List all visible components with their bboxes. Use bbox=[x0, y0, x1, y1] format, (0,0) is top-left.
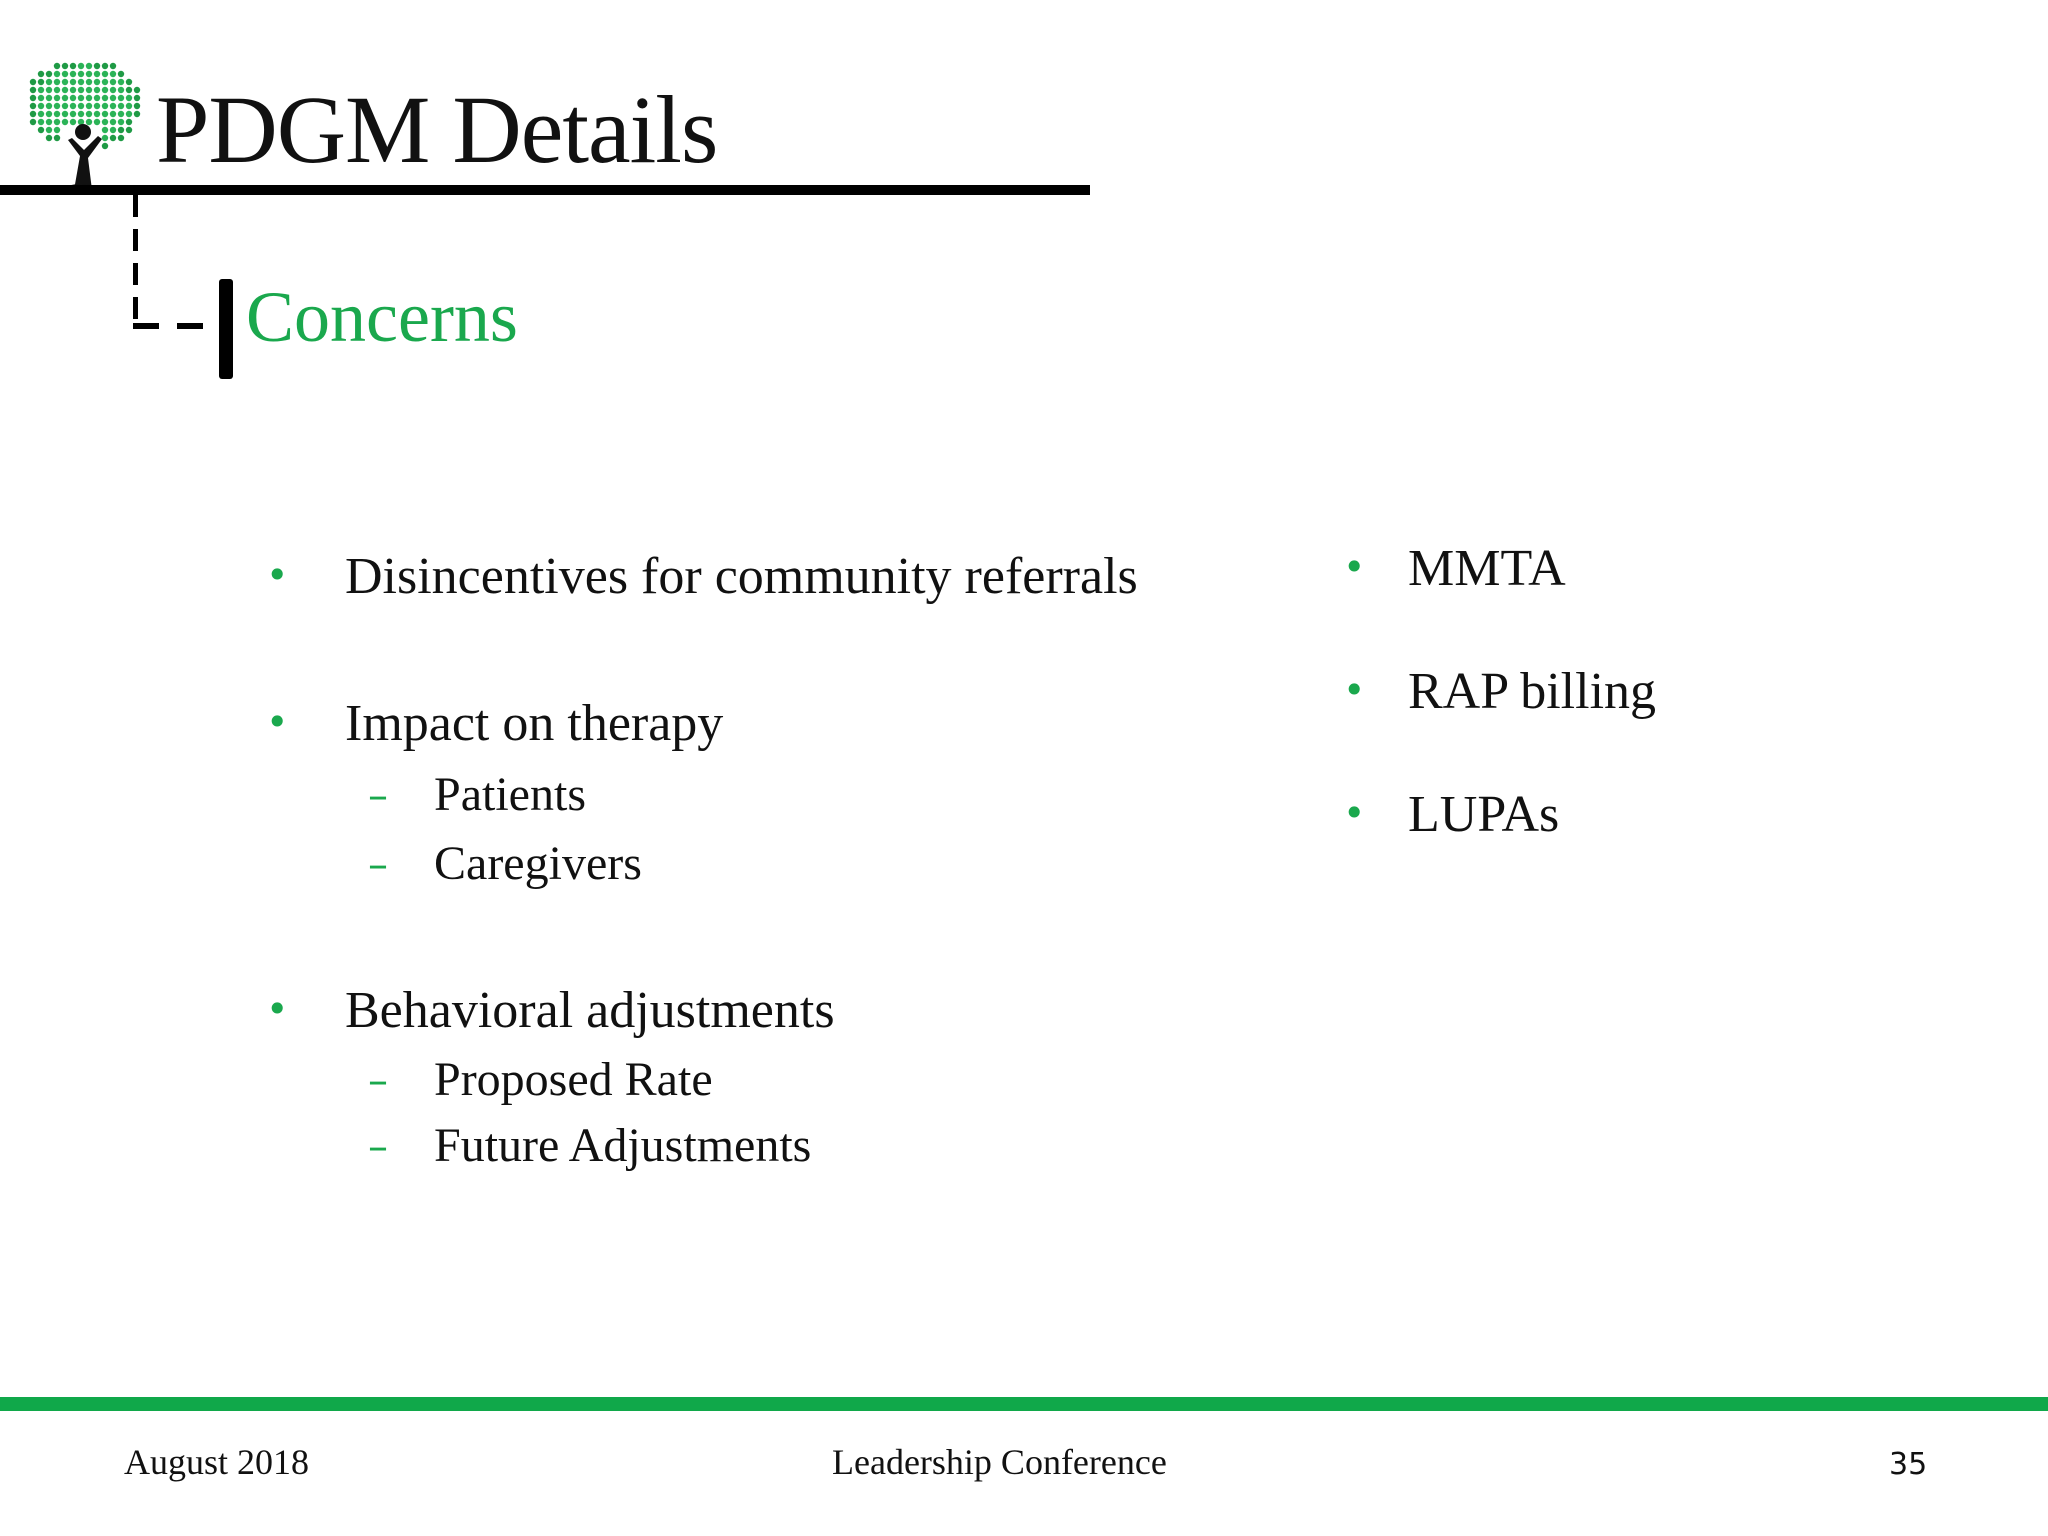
tree-with-person-icon bbox=[18, 52, 148, 192]
connector-vertical-dashed bbox=[133, 195, 138, 325]
dash-icon: – bbox=[368, 773, 388, 819]
bullet-icon: • bbox=[1343, 791, 1366, 835]
footer-date: August 2018 bbox=[124, 1442, 310, 1482]
sub-list-item: Proposed Rate bbox=[434, 1053, 713, 1106]
list-item: Impact on therapy bbox=[345, 695, 724, 752]
slide-subtitle: Concerns bbox=[246, 277, 518, 357]
bullet-icon: • bbox=[266, 553, 289, 597]
dash-icon: – bbox=[368, 1058, 388, 1104]
connector-bar bbox=[219, 279, 233, 379]
sub-list-item: Future Adjustments bbox=[434, 1119, 812, 1172]
list-item: LUPAs bbox=[1408, 786, 1560, 843]
slide-title: PDGM Details bbox=[156, 76, 718, 183]
bullet-icon: • bbox=[266, 700, 289, 744]
page-number: 35 bbox=[1889, 1447, 1928, 1482]
footer-event: Leadership Conference bbox=[832, 1442, 1167, 1482]
list-item: RAP billing bbox=[1408, 663, 1657, 720]
dash-icon: – bbox=[368, 1124, 388, 1170]
list-item: Behavioral adjustments bbox=[345, 982, 835, 1039]
bullet-icon: • bbox=[1343, 545, 1366, 589]
bullet-icon: • bbox=[1343, 668, 1366, 712]
footer-rule bbox=[0, 1397, 2048, 1411]
list-item: Disincentives for community referrals bbox=[345, 548, 1138, 605]
sub-list-item: Patients bbox=[434, 768, 586, 821]
dash-icon: – bbox=[368, 842, 388, 888]
bullet-icon: • bbox=[266, 987, 289, 1031]
sub-list-item: Caregivers bbox=[434, 837, 642, 890]
list-item: MMTA bbox=[1408, 540, 1566, 597]
title-underline bbox=[0, 185, 1090, 195]
connector-horizontal-dashed bbox=[133, 323, 223, 329]
